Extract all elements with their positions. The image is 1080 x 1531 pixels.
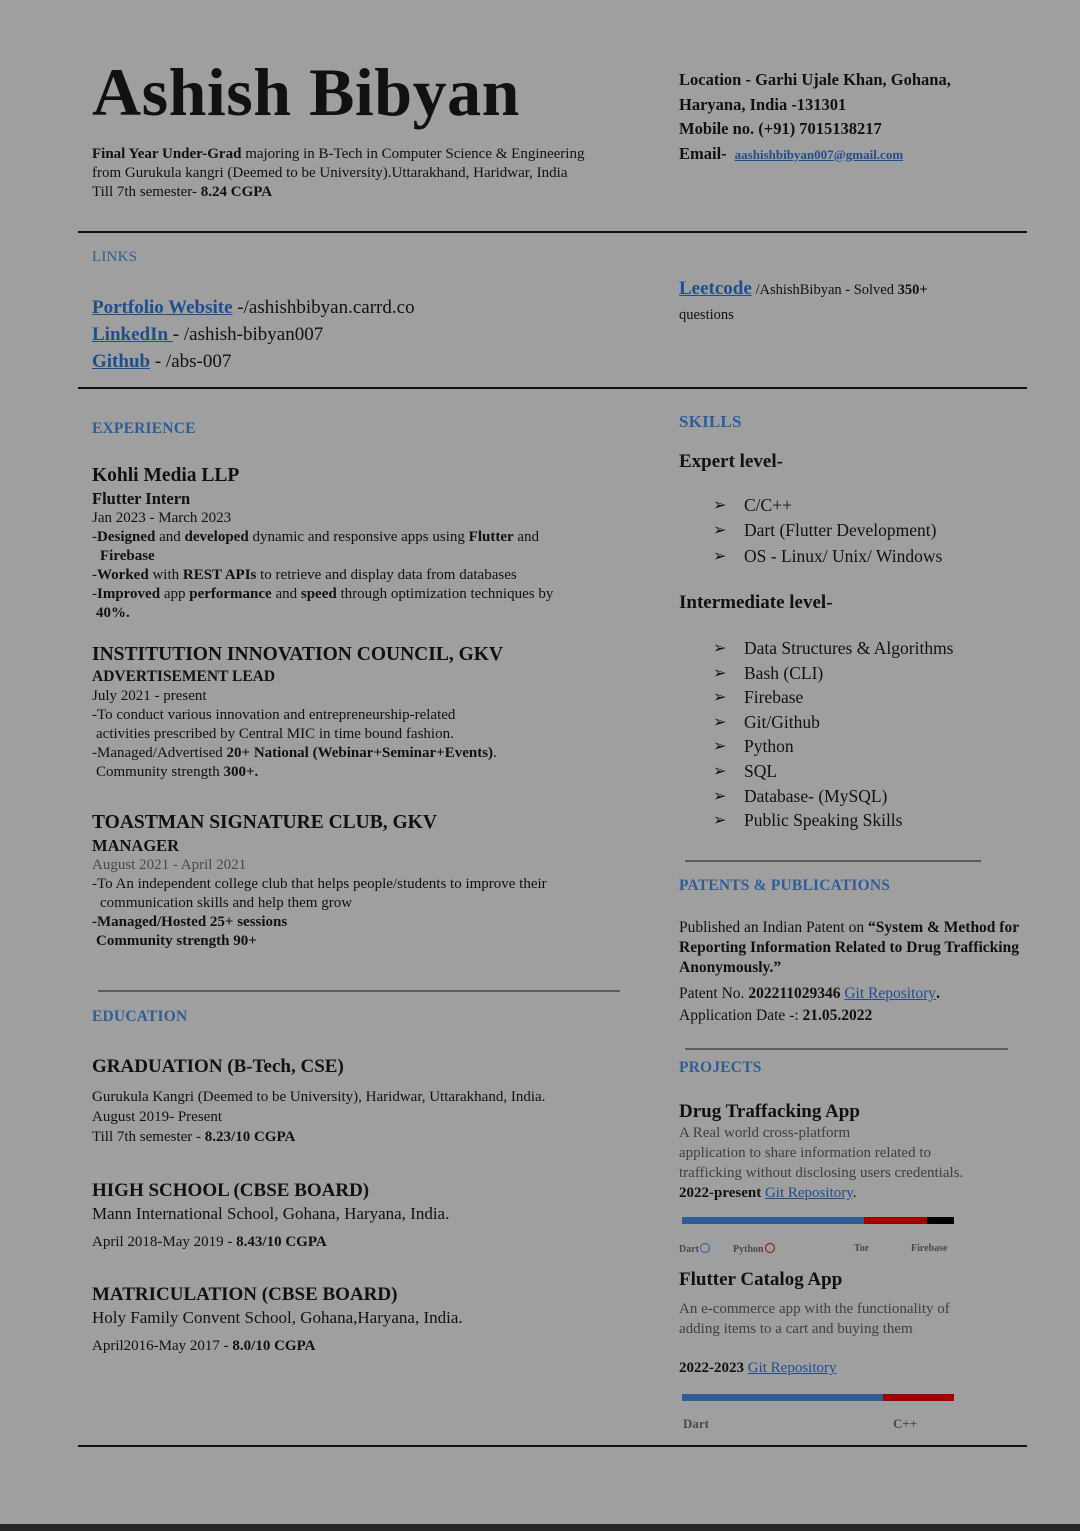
edu-grade: April 2018-May 2019 - 8.43/10 CGPA [92, 1234, 327, 1250]
cgpa-value: 8.24 CGPA [200, 184, 273, 200]
email-row [679, 142, 1019, 168]
arrow-bullet-icon: ➢ [713, 711, 727, 731]
application-date: 21.05.2022 [802, 1007, 873, 1024]
arrow-bullet-icon: ➢ [713, 546, 727, 566]
contact-info [679, 68, 1019, 167]
application-date-row: Application Date -: 21.05.2022 [679, 1007, 873, 1024]
divider [78, 1445, 1027, 1447]
intermediate-level-label: Intermediate level- [679, 592, 833, 613]
skill-item: ➢ Python [679, 734, 954, 759]
patent-info [679, 918, 1024, 1026]
leetcode-info [679, 276, 979, 328]
job-org: Kohli Media LLP [92, 465, 240, 486]
patent-git-repository-link[interactable]: Git Repository [844, 985, 937, 1002]
leetcode-link[interactable]: Leetcode [679, 278, 752, 299]
legend-python: Python [733, 1243, 775, 1255]
legend-dart: Dart [679, 1243, 710, 1255]
job-dates: August 2021 - April 2021 [92, 857, 247, 873]
intermediate-skills-list [679, 636, 954, 833]
job-bullet: -To conduct various innovation and entrepreneurship-related [92, 707, 456, 723]
language-bar-cpp [883, 1394, 954, 1401]
language-bar-dart [682, 1394, 883, 1401]
summary [92, 145, 612, 202]
school: Gurukula Kangri (Deemed to be University), Haridwar, Uttarakhand, India. [92, 1089, 546, 1105]
portfolio-handle: -/ashishbibyan.carrd.co [232, 297, 415, 318]
job-org: TOASTMAN SIGNATURE CLUB, GKV [92, 812, 437, 833]
edu-grade: Till 7th semester - 8.23/10 CGPA [92, 1129, 296, 1145]
job-role: Flutter Intern [92, 489, 191, 508]
link-row-portfolio [92, 294, 415, 321]
job-bullet: -Designed and developed dynamic and responsive apps using Flutter and Firebase [92, 529, 540, 564]
education-graduation [92, 1055, 632, 1147]
portfolio-link[interactable]: Portfolio Website [92, 297, 233, 318]
leetcode-handle: /AshishBibyan - Solved [751, 282, 898, 298]
expert-level-label: Expert level- [679, 451, 783, 472]
job-bullet-cont: Community strength 90+ [96, 933, 257, 949]
project-name: Flutter Catalog App [679, 1269, 843, 1290]
expert-skills-list [679, 493, 942, 569]
project-period-row: 2022-present Git Repository. [679, 1185, 857, 1201]
project-description: A Real world cross-platform application to share information related to trafficking without disclosing users credentials. [679, 1125, 964, 1181]
circle-icon [700, 1243, 710, 1253]
arrow-bullet-icon: ➢ [713, 662, 727, 682]
degree: GRADUATION (B-Tech, CSE) [92, 1056, 344, 1077]
legend-dart: Dart [683, 1416, 709, 1431]
summary-rest: majoring in B-Tech in Computer Science & Engineering from Gurukula kangri (Deemed to be University).Uttarakhand, Haridwar, India [92, 146, 585, 181]
skill-item: ➢ Git/Github [679, 710, 954, 735]
divider [98, 990, 620, 992]
arrow-bullet-icon: ➢ [713, 638, 727, 657]
project-flutter-catalog-app [679, 1269, 1024, 1378]
edu-dates: August 2019- Present [92, 1109, 222, 1125]
project-name: Drug Traffacking App [679, 1101, 860, 1122]
arrow-bullet-icon: ➢ [713, 687, 727, 707]
language-bar [682, 1217, 954, 1224]
email-link[interactable]: aashishbibyan007@gmail.com [734, 146, 904, 162]
job-org: INSTITUTION INNOVATION COUNCIL, GKV [92, 644, 504, 665]
job-dates: July 2021 - present [92, 688, 207, 704]
leetcode-tail: questions [679, 307, 734, 323]
patent-description: Published an Indian Patent on “System & Method for Reporting Information Related to Drug Trafficking Anonymously.” [679, 919, 1019, 976]
skill-item: ➢ Data Structures & Algorithms [679, 636, 954, 661]
language-bar-firebase [927, 1217, 954, 1224]
education-title: EDUCATION [92, 1008, 188, 1025]
links-title: LINKS [92, 249, 138, 265]
linkedin-handle: - /ashish-bibyan007 [172, 324, 324, 345]
projects-title: PROJECTS [679, 1059, 762, 1076]
circle-icon [765, 1243, 775, 1253]
patents-title: PATENTS & PUBLICATIONS [679, 877, 891, 894]
edu-grade: April2016-May 2017 - 8.0/10 CGPA [92, 1338, 316, 1354]
location-line-1: Location - Garhi Ujale Khan, Gohana, [679, 70, 951, 89]
skills-title: SKILLS [679, 412, 742, 431]
summary-cgpa [92, 183, 612, 202]
legend-firebase: Firebase [911, 1243, 948, 1254]
summary-bold: Final Year Under-Grad [92, 146, 242, 162]
job-bullet-cont: communication skills and help them grow [100, 895, 353, 911]
links-list [92, 294, 415, 375]
linkedin-link[interactable]: LinkedIn [92, 324, 173, 345]
job-toastmasters-gkv [92, 811, 622, 951]
job-bullet-cont: Community strength 300+. [96, 764, 259, 780]
github-link[interactable]: Github [92, 351, 151, 372]
divider [685, 860, 981, 862]
link-row-linkedin [92, 321, 415, 348]
degree: HIGH SCHOOL (CBSE BOARD) [92, 1180, 370, 1201]
bottom-edge [0, 1524, 1080, 1531]
job-bullet: -Managed/Advertised 20+ National (Webinar+Seminar+Events). [92, 745, 497, 761]
job-bullet: -To An independent college club that helps people/students to improve their [92, 876, 547, 892]
degree: MATRICULATION (CBSE BOARD) [92, 1284, 398, 1305]
skill-item: ➢ Dart (Flutter Development) [679, 518, 942, 543]
location-line-2: Haryana, India -131301 [679, 94, 847, 114]
divider [78, 231, 1027, 233]
arrow-bullet-icon: ➢ [713, 785, 727, 805]
language-bar-python [864, 1217, 927, 1224]
education-matriculation [92, 1283, 632, 1356]
job-dates: Jan 2023 - March 2023 [92, 510, 232, 526]
job-role: MANAGER [92, 836, 180, 855]
job-bullet: -Managed/Hosted 25+ sessions [92, 914, 288, 930]
job-kohli-media [92, 464, 622, 623]
skill-item: ➢ Firebase [679, 685, 954, 710]
arrow-bullet-icon: ➢ [713, 519, 727, 539]
skill-item: ➢ Public Speaking Skills [679, 808, 954, 833]
arrow-bullet-icon: ➢ [713, 760, 727, 780]
arrow-bullet-icon: ➢ [713, 736, 727, 756]
project-git-repository-link[interactable]: Git Repository [747, 1360, 837, 1376]
skill-item: ➢ Bash (CLI) [679, 661, 954, 686]
patent-number: 202211029346 [748, 985, 841, 1002]
email-label: Email- [679, 143, 727, 163]
divider [685, 1048, 1008, 1050]
school: Mann International School, Gohana, Haryana, India. [92, 1204, 450, 1223]
experience-title: EXPERIENCE [92, 420, 196, 437]
language-bar-dart [682, 1217, 864, 1224]
job-bullet-cont: activities prescribed by Central MIC in time bound fashion. [96, 726, 454, 742]
project-git-repository-link[interactable]: Git Repository [764, 1185, 853, 1201]
job-role: ADVERTISEMENT LEAD [92, 668, 276, 685]
project-period-row: 2022-2023 Git Repository [679, 1360, 837, 1376]
leetcode-count: 350+ [897, 282, 928, 298]
skill-item: ➢ Database- (MySQL) [679, 784, 954, 809]
legend-cpp: C++ [893, 1416, 918, 1431]
skill-item: ➢ C/C++ [679, 493, 942, 518]
arrow-bullet-icon: ➢ [713, 495, 727, 514]
divider [78, 387, 1027, 389]
language-bar [682, 1394, 954, 1401]
arrow-bullet-icon: ➢ [713, 810, 727, 830]
patent-number-row: Patent No. 202211029346 Git Repository. [679, 985, 940, 1002]
cgpa-prefix: Till 7th semester- [92, 184, 201, 200]
skill-item: ➢ SQL [679, 759, 954, 784]
school: Holy Family Convent School, Gohana,Haryana, India. [92, 1308, 463, 1327]
mobile: Mobile no. (+91) 7015138217 [679, 119, 882, 138]
candidate-name: Ashish Bibyan [92, 54, 520, 130]
job-bullet: -Worked with REST APIs to retrieve and display data from databases [92, 567, 517, 583]
job-iic-gkv [92, 643, 622, 782]
summary-text [92, 145, 612, 183]
link-row-github [92, 348, 415, 375]
job-bullet: -Improved app performance and speed through optimization techniques by 40%. [92, 586, 554, 621]
project-drug-trafficking-app [679, 1101, 1024, 1203]
legend-tor: Tor [854, 1243, 870, 1254]
github-handle: - /abs-007 [150, 351, 232, 372]
project-description: An e-commerce app with the functionality of adding items to a cart and buying them [679, 1301, 950, 1337]
education-high-school [92, 1179, 632, 1252]
skill-item: ➢ OS - Linux/ Unix/ Windows [679, 544, 942, 569]
